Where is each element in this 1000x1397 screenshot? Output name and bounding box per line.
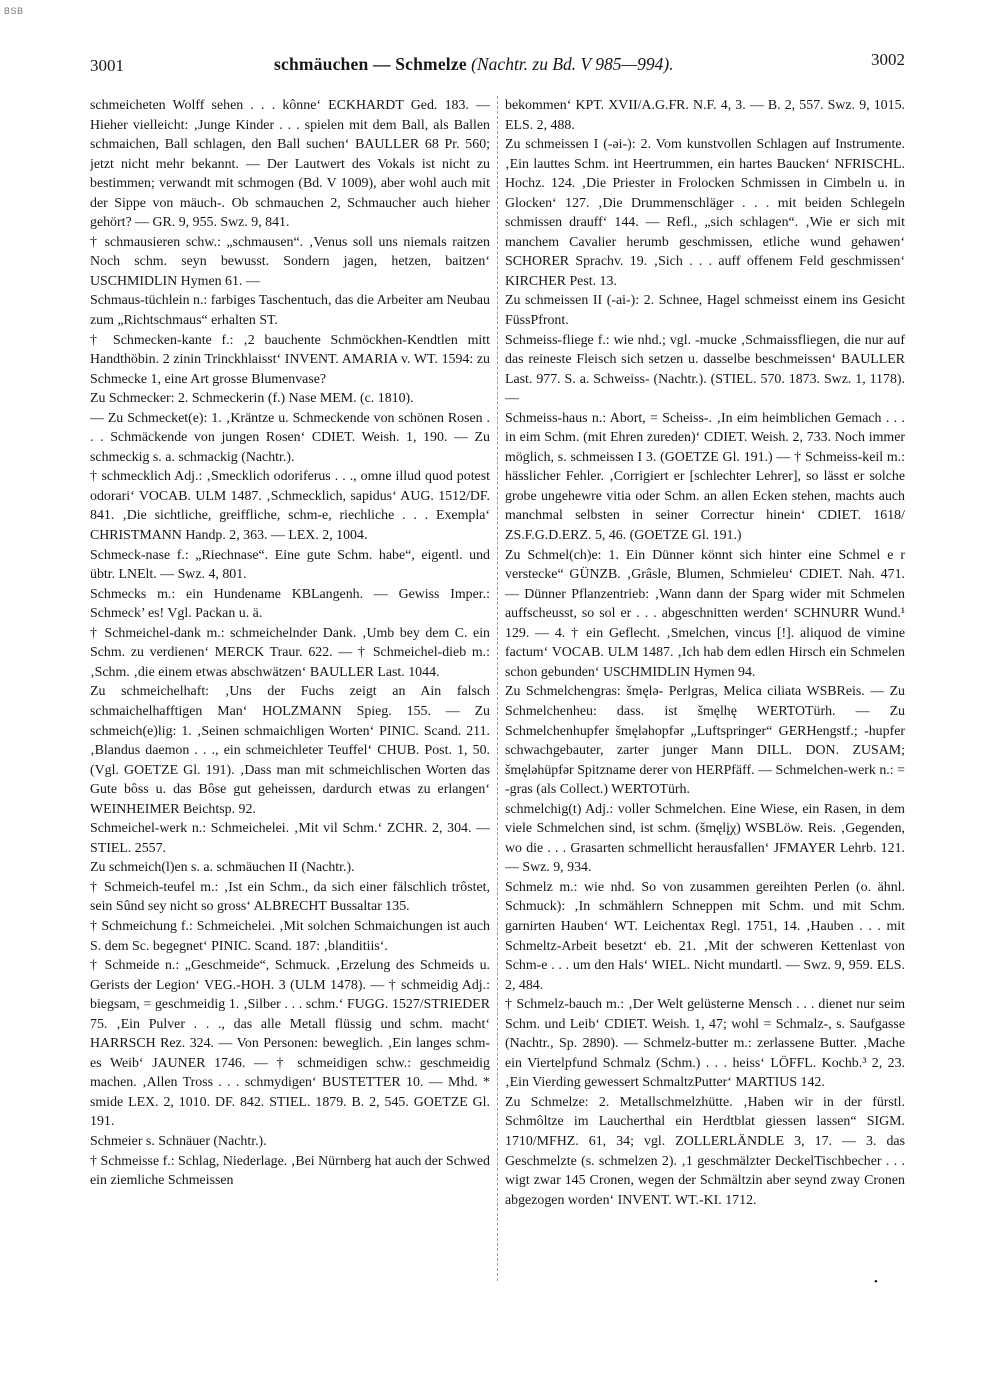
entry-paragraph: bekommen‘ KPT. XVII/A.G.FR. N.F. 4, 3. — B. 2, 557. Swz. 9, 1015. ELS. 2, 488. xyxy=(505,98,905,133)
entry-paragraph: Zu Schmecker: 2. Schmeckerin (f.) Nase MEM. (c. 1810). xyxy=(90,391,414,407)
entry-paragraph: † Schmeichel-dank m.: schmeichelnder Dank. ‚Umb bey dem C. ein Schm. zu verdienen‘ MERCK Traur. 622. — † Schmeichel-dieb m.: ‚Schm. ‚die einem etwas abschwätzen‘ BAULLER Last. 1044. xyxy=(90,625,490,680)
entry-paragraph: Schmeichel-werk n.: Schmeichelei. ‚Mit vil Schm.‘ ZCHR. 2, 304. — STIEL. 2557. xyxy=(90,821,490,856)
entry-paragraph: Schmeiss-haus n.: Abort, = Scheiss-. ‚In eim heimblichen Gemach . . . in eim Schm. (mit Ehren zureden)‘ CDIET. Weish. 2, 733. Noch immer möglich, s. schmeissen I 3. (GOETZE Gl. 191.) — † Schmeiss-keil m.: hässlicher Fehler. ‚Corrigiert er [schlechter Lehrer], so lässt er solche grobe ungehewre vitia oder Schm. an allen Ecken stehen, machts auch manchmal selbsten in seiner Correctur hinein‘ CDIET. 1618/ ZS.F.G.D.ERZ. 5, 46. (GOETZE Gl. 191.) xyxy=(505,410,905,544)
entry-paragraph: † Schmecken-kante f.: ‚2 bauchente Schmöckhen-Kendtlen mitt Handthöbin. 2 zinin Trinckhlaisst‘ INVENT. AMARIA v. WT. 1594: zu Schmecke 1, eine Art grosse Blumenvase? xyxy=(90,332,490,387)
entry-paragraph: Zu Schmel(ch)e: 1. Ein Dünner könnt sich hinter eine Schmel e r verstecke“ GÜNZB. ‚Grâsle, Blumen, Schmieleu‘ CDIET. Nah. 471. — Dünner Pflanzentrieb: ‚Wann dann der Sparg wider mit Schmelen auffscheusst, so sol er . . . abgeschnitten werden‘ SCHNURR Wund.¹ 129. — 4. † ein Geflecht. ‚Smelchen, vincus [!]. aliquod de vimine factum‘ VOCAB. ULM 1487. ‚Ich hab dem edlen Hirsch ein Schmelen schon gebunden‘ USCHMIDLIN Hymen 94. xyxy=(505,547,905,680)
running-title xyxy=(274,54,674,75)
column-divider xyxy=(497,96,498,1281)
entry-paragraph: Zu schmeich(l)en s. a. schmäuchen II (Nachtr.). xyxy=(90,860,355,876)
entry-paragraph: schmeicheten Wolff sehen . . . kônne‘ ECKHARDT Ged. 183. — Hieher vielleicht: ‚Junge Kinder . . . spielen mit dem Ball, als Ballen schmaichen, Ball schlagen, den Ball suchen‘ BAULLER 68 Pr. 560; jetzt nicht mehr bekannt. — Der Lautwert des Vokals ist nicht zu bestimmen; verwandt mit schmogen (Bd. V 1009), aber wohl auch mit der Sippe von mäuch-. Ob schmauchen 2, Schmaucher auch hieher gehört? — GR. 9, 955. Swz. 9, 841. xyxy=(90,98,490,231)
entry-paragraph: † Schmelz-bauch m.: ‚Der Welt gelüsterne Mensch . . . dienet nur seim Schm. und Leib‘ CDIET. Weish. 1, 47; wohl = Schmalz-, s. Saufgasse (Nachtr., Sp. 2890). — Schmelz-butter m.: zerlassene Butter. ‚Mache ein Viertelpfund Schmalz (Schm.) . . . heiss‘ LÖFFL. Kochb.³ 2, 23. ‚Ein Vierding gewessert SchmaltzPutter‘ MARTIUS 142. xyxy=(505,997,905,1091)
page-number-right: 3002 xyxy=(871,50,905,69)
entry-paragraph: Schmeck-nase f.: „Riechnase“. Eine gute Schm. habe“, eigentl. und übtr. LNElt. — Swz. 4, 801. xyxy=(90,547,490,583)
running-title-reference: (Nachtr. zu Bd. V 985—994). xyxy=(471,54,674,74)
entry-paragraph: Schmeier s. Schnäuer (Nachtr.). xyxy=(90,1133,267,1149)
entry-paragraph: Zu schmeichelhaft: ‚Uns der Fuchs zeigt an Ain falsch schmaichelhafftigen Man‘ HOLZMANN Spieg. 155. — Zu schmeich(e)lig: 1. ‚Seinen schmaichligen Worten‘ PINIC. Scand. 211. ‚Blandus daemon . . ., ein schmeichleter Teuffel‘ CHUB. Post. 1, 50. (Vgl. GOETZE Gl. 191). ‚Dass man mit schmeichlischen Worten das Gute bôss u. das Bôse gut geheissen, dardurch etwas zu erlangen‘ WEINHEIMER Beichtsp. 92. xyxy=(90,684,490,817)
entry-paragraph: † schmausieren schw.: „schmausen“. ‚Venus soll uns niemals raitzen Noch schm. seyn bewusst. Sondern jagen, hetzen, baitzen‘ USCHMIDLIN Hymen 61. — xyxy=(90,234,490,289)
page-number-left: 3001 xyxy=(90,56,124,75)
left-column xyxy=(90,96,490,1191)
entry-paragraph: † Schmeich-teufel m.: ‚Ist ein Schm., da sich einer fälschlich trôstet, sein Sûnd sey nicht so gross‘ ALBRECHT Bussaltar 135. xyxy=(90,879,490,915)
library-mark: BSB xyxy=(4,6,24,16)
entry-paragraph: † Schmeichung f.: Schmeichelei. ‚Mit solchen Schmaichungen ist auch S. dem Sc. begegnet‘ PINIC. Scand. 187: ‚blanditiis‘. xyxy=(90,918,490,954)
right-column xyxy=(505,96,905,1210)
entry-paragraph: schmelchig(t) Adj.: voller Schmelchen. Eine Wiese, ein Rasen, in dem viele Schmelchen sind, ist schm. (šmęlįχ) WSBLöw. Reis. ‚Gegenden, wo die . . . Grasarten schmellicht herausfallen‘ JFMAYER Lehrb. 121. — Swz. 9, 934. xyxy=(505,801,905,876)
entry-paragraph: † Schmeisse f.: Schlag, Niederlage. ‚Bei Nürnberg hat auch der Schwed ein ziemliche Schmeissen xyxy=(90,1153,490,1189)
running-title-headwords: schmäuchen — Schmelze xyxy=(274,54,467,74)
bottom-mark: • xyxy=(874,1276,878,1288)
entry-paragraph: Zu Schmelchengras: šmęlə- Perlgras, Melica ciliata WSBReis. — Zu Schmelchenheu: dass. ist šmęlhę WERTOTürh. — Zu Schmelchenhupfer šmęləhopfər „Luftspringer“ GERHengstf.; -hupfer schwachgebauter, zarter junger Mann DILL. DON. ZUSAM; šmęləhüpfər Spitzname derer von HERPfäff. — Schmelchen-werk n.: = -gras (als Collect.) WERTOTürh. xyxy=(505,684,905,798)
entry-paragraph: Schmelz m.: wie nhd. So von zusammen gereihten Perlen (o. ähnl. Schmuck): ‚In schmählern Schneppen mit Schm. und mit Schm. garnirten Hauben‘ WT. Leichentax Regl. 1751, 14. ‚Hauben . . . mit Schmeltz-Arbeit besetzt‘ eb. 21. ‚Mit der schweren Kettenlast von Schm-e . . . um den Hals‘ WIEL. Nicht mundartl. — Swz. 9, 959. ELS. 2, 484. xyxy=(505,879,905,993)
entry-paragraph: Zu schmeissen I (-əi-): 2. Vom kunstvollen Schlagen auf Instrumente. ‚Ein lauttes Schm. int Heertrummen, ein hartes Baucken‘ NFRISCHL. Hochz. 124. ‚Die Priester in Frolocken Schmissen in Cimbeln u. in Glocken‘ 127. ‚Die Drummenschläger . . . mit beiden Schlegeln schmissen drauff‘ 144. — Refl., „sich schlagen“. ‚Wie er sich mit manchem Cavalier herumb geschmissen, etliche wund gehawen‘ SCHORER Sprachv. 19. ‚Sich . . . auff offenem Feld geschmissen‘ KIRCHER Pest. 13. xyxy=(505,137,905,289)
entry-paragraph: † schmecklich Adj.: ‚Smecklich odoriferus . . ., omne illud quod potest odorari‘ VOCAB. ULM 1487. ‚Schmecklich, sapidus‘ AUG. 1512/DF. 841. ‚Die sichtliche, greiffliche, schm-e, riechliche . . . Exempla‘ CHRISTMANN Handp. 2, 363. — LEX. 2, 1004. xyxy=(90,469,490,544)
page-header xyxy=(90,50,905,80)
entry-paragraph: Zu Schmelze: 2. Metallschmelzhütte. ‚Haben wir in der fürstl. Schmôltze im Laucherthal ein Herdtblat giessen lassen“ SIGM. 1710/MFHZ. 61, 34; vgl. ZOLLERLÄNDLE 3, 17. — 3. das Geschmelzte (s. schmelzen 2). ‚1 geschmälzter DeckelTischbecher . . . wigt zwar 145 Cronen, wegen der Schmältzin aber seynd zway Cronen abgezogen worden‘ INVENT. WT.-KI. 1712. xyxy=(505,1094,905,1208)
entry-paragraph: Schmeiss-fliege f.: wie nhd.; vgl. -mucke ‚Schmaissfliegen, die nur auf das reineste Fleisch sich setzen u. dasselbe beschmeissen‘ BAULLER Last. 977. S. a. Schweiss- (Nachtr.). (STIEL. 570. 1873. Swz. 1, 1178). — xyxy=(505,332,905,407)
entry-paragraph: Schmecks m.: ein Hundename KBLangenh. — Gewiss Imper.: Schmeck’ es! Vgl. Packan u. ä. xyxy=(90,586,490,622)
entry-paragraph: Schmaus-tüchlein n.: farbiges Taschentuch, das die Arbeiter am Neubau zum „Richtschmaus“ erhalten ST. xyxy=(90,293,490,329)
entry-paragraph: Zu schmeissen II (-ai-): 2. Schnee, Hagel schmeisst einem ins Gesicht FüssPfront. xyxy=(505,293,905,329)
entry-paragraph: † Schmeide n.: „Geschmeide“, Schmuck. ‚Erzelung des Schmeids u. Gerists der Legion‘ VEG.-HOH. 3 (ULM 1478). — † schmeidig Adj.: biegsam, = geschmeidig 1. ‚Silber . . . schm.‘ FUGG. 1527/STRIEDER 75. ‚Ein Pulver . . ., das alle Metall flüssig und schm. macht‘ HARRSCH Rez. 324. — Von Personen: beweglich. ‚Ein langes schm-es Weib‘ JAUNER 1746. — † schmeidigen schw.: geschmeidig machen. ‚Allen Tross . . . schmydigen‘ BUSTETTER 10. — Mhd. * smide LEX. 2, 1010. DF. 842. STIEL. 1879. B. 2, 545. GOETZE Gl. 191. xyxy=(90,958,490,1130)
entry-paragraph: — Zu Schmecket(e): 1. ‚Kräntze u. Schmeckende von schönen Rosen . . . Schmäckende von jungen Rosen‘ CDIET. Weish. 1, 190. — Zu schmeckig s. a. schmackig (Nachtr.). xyxy=(90,410,490,465)
